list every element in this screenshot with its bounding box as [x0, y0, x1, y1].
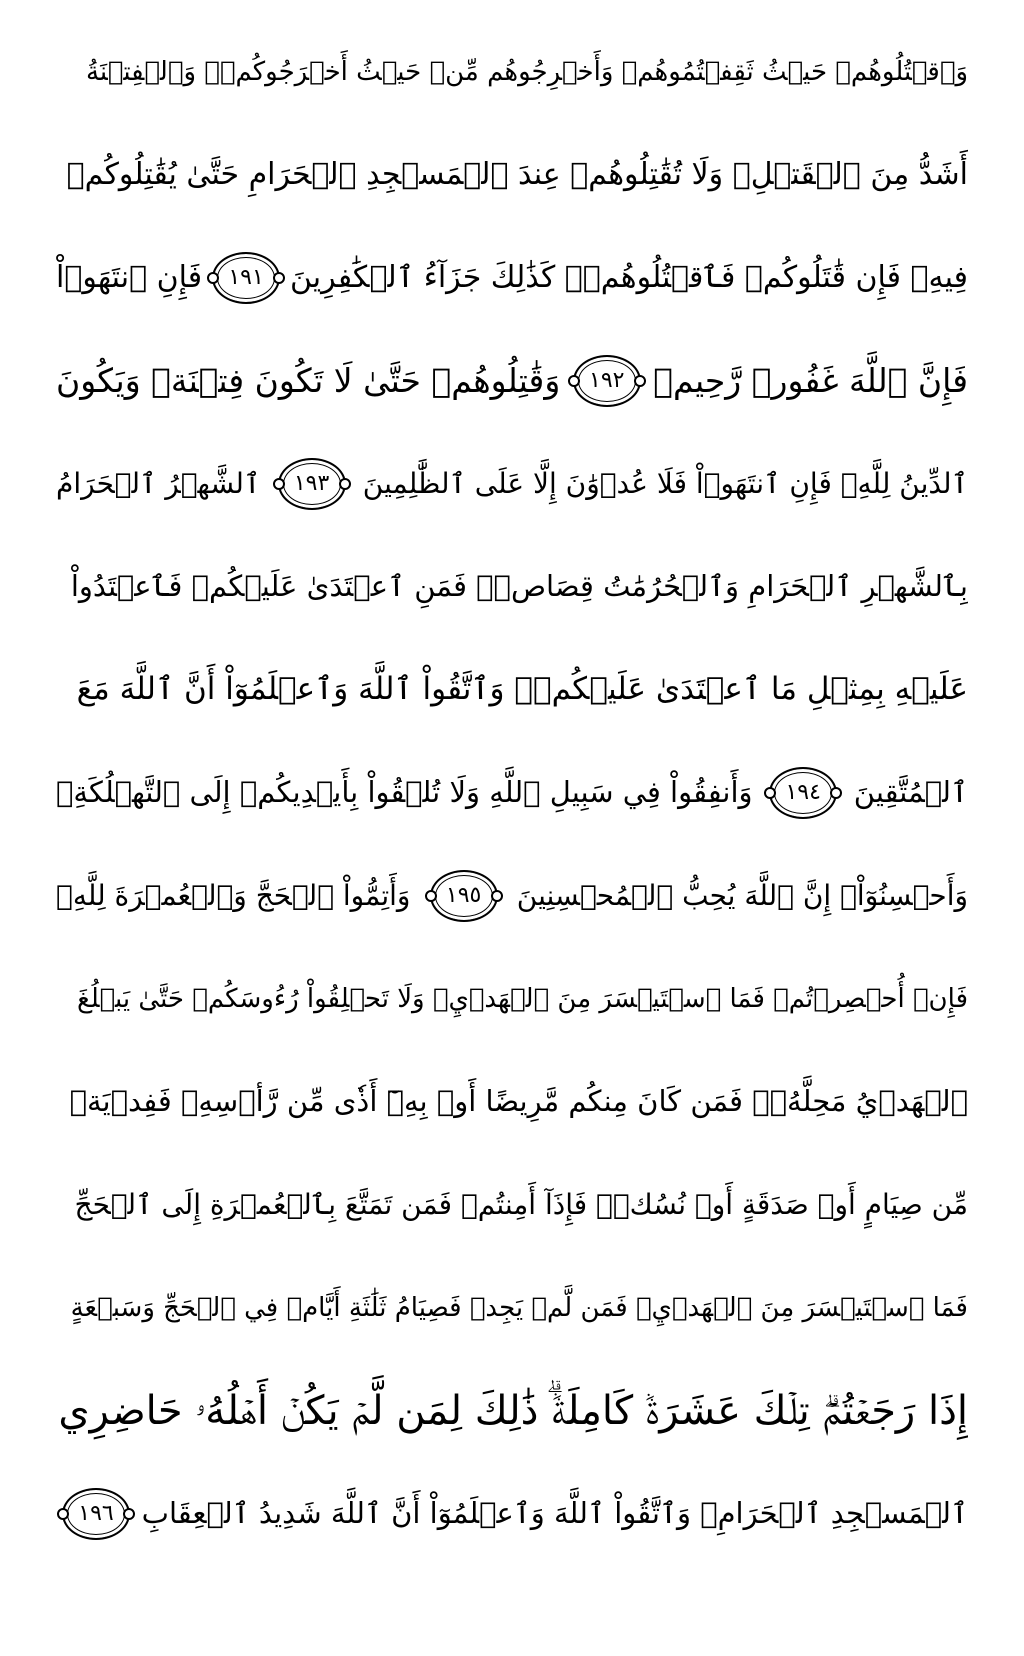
- verse-text: وَأَنفِقُواْ فِي سَبِيلِ ٱللَّهِ وَلَا تُلۡقُواْ بِأَيۡدِيكُمۡ إِلَى ٱلتَّهۡلُكَةِۛ: [56, 775, 753, 809]
- text-line: [56, 947, 968, 1050]
- ayah-number: ١٩٢: [589, 367, 625, 393]
- verse-text: بِٱلشَّهۡرِ ٱلۡحَرَامِ وَٱلۡحُرُمَٰتُ قِصَاصٞۚ فَمَنِ ٱعۡتَدَىٰ عَلَيۡكُمۡ فَٱعۡتَدُواْ: [70, 569, 968, 603]
- text-line: [56, 1256, 968, 1359]
- ayah-number: ١٩٣: [293, 470, 330, 496]
- verse-text: ٱلدِّينُ لِلَّهِۖ فَإِنِ ٱنتَهَوۡاْ فَلَا عُدۡوَٰنَ إِلَّا عَلَى ٱلظَّٰلِمِينَ: [362, 466, 968, 500]
- text-line: [56, 1359, 968, 1462]
- ayah-number: ١٩٤: [785, 779, 821, 805]
- text-line: [56, 226, 968, 329]
- ayah-number: ١٩٦: [78, 1500, 114, 1526]
- text-line: [56, 123, 968, 226]
- text-line: [56, 535, 968, 638]
- verse-text: أَشَدُّ مِنَ ٱلۡقَتۡلِۚ وَلَا تُقَٰتِلُوهُمۡ عِندَ ٱلۡمَسۡجِدِ ٱلۡحَرَامِ حَتَّىٰ يُقَٰتِلُوكُمۡ: [66, 156, 968, 192]
- verse-text: وَقَٰتِلُوهُمۡ حَتَّىٰ لَا تَكُونَ فِتۡنَةٞ وَيَكُونَ: [56, 361, 561, 400]
- ayah-end-marker: [278, 458, 346, 510]
- ayah-end-marker: [573, 355, 641, 407]
- verse-text: ٱلۡهَدۡيُ مَحِلَّهُۥۚ فَمَن كَانَ مِنكُم مَّرِيضًا أَوۡ بِهِۦٓ أَذٗى مِّن رَّأۡسِهِۦ فَفِدۡيَةٞ: [69, 1084, 968, 1118]
- verse-text: فَإِنَّ ٱللَّهَ غَفُورٞ رَّحِيمٞ: [653, 361, 968, 400]
- verse-text: ٱلۡمَسۡجِدِ ٱلۡحَرَامِۚ وَٱتَّقُواْ ٱللَّهَ وَٱعۡلَمُوٓاْ أَنَّ ٱللَّهَ شَدِيدُ ٱلۡعِقَابِ: [141, 1496, 968, 1530]
- text-line: [56, 638, 968, 741]
- ayah-end-marker: [62, 1488, 130, 1540]
- text-line: [56, 432, 968, 535]
- text-line: [56, 1050, 968, 1153]
- ayah-end-marker: [212, 252, 280, 304]
- text-line: [56, 329, 968, 432]
- verse-text: فَمَا ٱسۡتَيۡسَرَ مِنَ ٱلۡهَدۡيِۚ فَمَن لَّمۡ يَجِدۡ فَصِيَامُ ثَلَٰثَةِ أَيَّامٖ فِي ٱلۡحَجِّ وَسَبۡعَةٍ: [70, 1292, 968, 1323]
- verse-text: فَإِنۡ أُحۡصِرۡتُمۡ فَمَا ٱسۡتَيۡسَرَ مِنَ ٱلۡهَدۡيِۖ وَلَا تَحۡلِقُواْ رُءُوسَكُمۡ حَتَّىٰ يَبۡلُغَ: [77, 983, 968, 1014]
- text-line: [56, 20, 968, 123]
- verse-text: عَلَيۡهِ بِمِثۡلِ مَا ٱعۡتَدَىٰ عَلَيۡكُمۡۚ وَٱتَّقُواْ ٱللَّهَ وَٱعۡلَمُوٓاْ أَنَّ ٱللَّهَ مَعَ: [76, 671, 968, 707]
- text-line: [56, 1153, 968, 1256]
- text-line: [56, 844, 968, 947]
- verse-text: ٱلشَّهۡرُ ٱلۡحَرَامُ: [56, 466, 261, 500]
- verse-text: مِّن صِيَامٍ أَوۡ صَدَقَةٍ أَوۡ نُسُكٖۚ فَإِذَآ أَمِنتُمۡ فَمَن تَمَتَّعَ بِٱلۡعُمۡرَةِ إِلَى ٱلۡحَجِّ: [74, 1187, 968, 1221]
- verse-text: ٱلۡمُتَّقِينَ: [853, 775, 968, 809]
- ayah-number: ١٩١: [228, 264, 264, 290]
- verse-text: وَأَحۡسِنُوٓاْۛ إِنَّ ٱللَّهَ يُحِبُّ ٱلۡمُحۡسِنِينَ: [516, 878, 968, 912]
- ayah-end-marker: [769, 767, 837, 819]
- text-line: [56, 741, 968, 844]
- quran-text-block: [56, 20, 968, 1565]
- verse-text: وَأَتِمُّواْ ٱلۡحَجَّ وَٱلۡعُمۡرَةَ لِلَّهِۚ: [56, 878, 411, 912]
- verse-text: فِيهِۖ فَإِن قَٰتَلُوكُمۡ فَٱقۡتُلُوهُمۡۗ كَذَٰلِكَ جَزَآءُ ٱلۡكَٰفِرِينَ: [289, 259, 968, 295]
- verse-text: إِذَا رَجَعۡتُمۡۗ تِلۡكَ عَشَرَةٞ كَامِلَةٞۗ ذَٰلِكَ لِمَن لَّمۡ يَكُنۡ أَهۡلُهُۥ حَاضِرِي: [58, 1387, 968, 1434]
- ayah-number: ١٩٥: [445, 882, 482, 908]
- verse-text: وَٱقۡتُلُوهُمۡ حَيۡثُ ثَقِفۡتُمُوهُمۡ وَأَخۡرِجُوهُم مِّنۡ حَيۡثُ أَخۡرَجُوكُمۡۚ وَٱلۡفِتۡنَةُ: [85, 56, 968, 87]
- verse-text: فَإِنِ ٱنتَهَوۡاْ: [56, 259, 203, 295]
- text-line: [56, 1462, 968, 1565]
- ayah-end-marker: [430, 870, 498, 922]
